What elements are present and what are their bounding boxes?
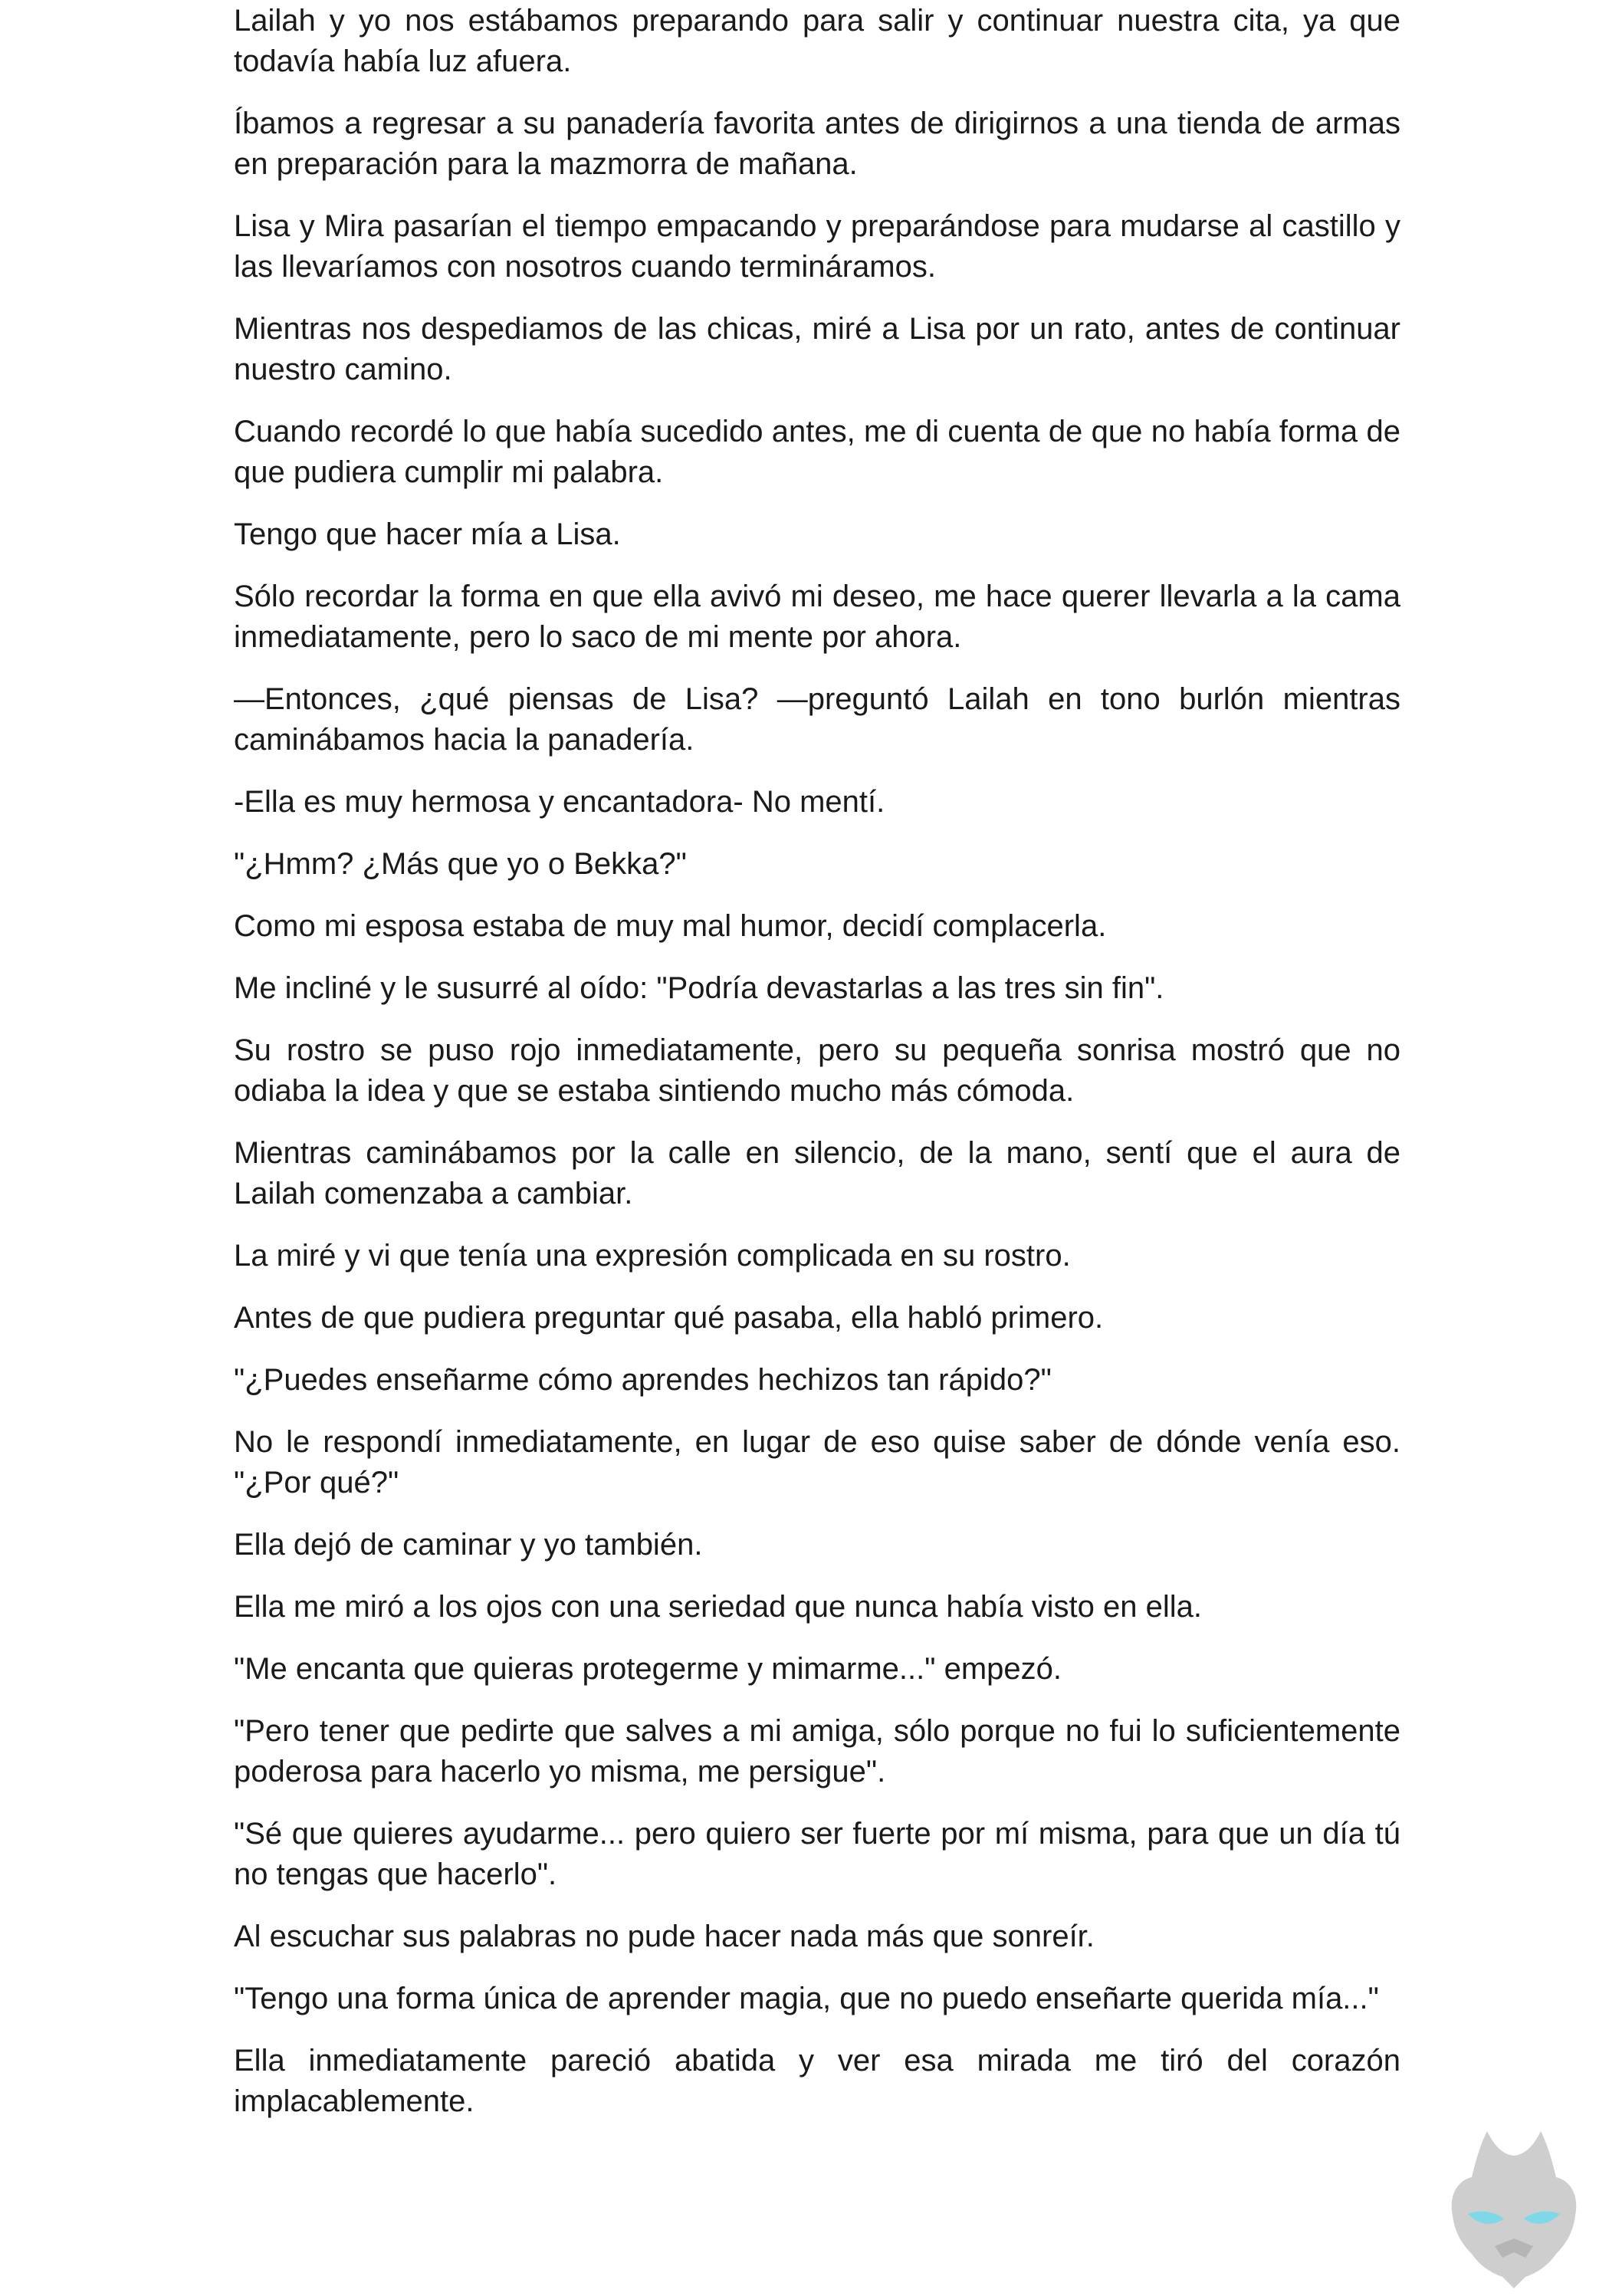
paragraph: Tengo que hacer mía a Lisa. bbox=[234, 517, 621, 551]
paragraph: Ella inmediatamente pareció abatida y ver esa mirada me tiró del corazón implacablemente. bbox=[234, 2044, 1400, 2118]
paragraph: La miré y vi que tenía una expresión complicada en su rostro. bbox=[234, 1239, 1071, 1273]
paragraph: Íbamos a regresar a su panadería favorita antes de dirigirnos a una tienda de armas en preparación para la mazmorra de mañana. bbox=[234, 107, 1400, 181]
document-page bbox=[234, 0, 1400, 2143]
paragraph: "¿Puedes enseñarme cómo aprendes hechizos tan rápido?" bbox=[234, 1363, 1052, 1397]
paragraph: Como mi esposa estaba de muy mal humor, decidí complacerla. bbox=[234, 909, 1107, 943]
paragraph: "¿Hmm? ¿Más que yo o Bekka?" bbox=[234, 847, 687, 881]
paragraph: Lisa y Mira pasarían el tiempo empacando y preparándose para mudarse al castillo y las llevaríamos con nosotros cuando termináramos. bbox=[234, 209, 1400, 284]
paragraph: "Pero tener que pedirte que salves a mi amiga, sólo porque no fui lo suficientemente poderosa para hacerlo yo misma, me persigue". bbox=[234, 1714, 1400, 1789]
paragraph: —Entonces, ¿qué piensas de Lisa? —preguntó Lailah en tono burlón mientras caminábamos hacia la panadería. bbox=[234, 682, 1400, 757]
paragraph: Cuando recordé lo que había sucedido antes, me di cuenta de que no había forma de que pudiera cumplir mi palabra. bbox=[234, 415, 1400, 489]
paragraph: "Me encanta que quieras protegerme y mimarme..." empezó. bbox=[234, 1652, 1062, 1686]
paragraph: No le respondí inmediatamente, en lugar de eso quise saber de dónde venía eso. "¿Por qué?" bbox=[234, 1425, 1400, 1499]
paragraph: Lailah y yo nos estábamos preparando para salir y continuar nuestra cita, ya que todavía había luz afuera. bbox=[234, 4, 1400, 78]
paragraph: Sólo recordar la forma en que ella avivó mi deseo, me hace querer llevarla a la cama inmediatamente, pero lo saco de mi mente por ahora. bbox=[234, 580, 1400, 654]
paragraph: "Sé que quieres ayudarme... pero quiero ser fuerte por mí misma, para que un día tú no tengas que hacerlo". bbox=[234, 1817, 1400, 1891]
paragraph: Ella dejó de caminar y yo también. bbox=[234, 1528, 703, 1562]
demon-head-logo-icon bbox=[1441, 2124, 1587, 2292]
paragraph: Antes de que pudiera preguntar qué pasaba, ella habló primero. bbox=[234, 1301, 1104, 1335]
paragraph: Me incliné y le susurré al oído: "Podría devastarlas a las tres sin fin". bbox=[234, 971, 1164, 1005]
paragraph: Al escuchar sus palabras no pude hacer nada más que sonreír. bbox=[234, 1920, 1095, 1953]
paragraph: Su rostro se puso rojo inmediatamente, pero su pequeña sonrisa mostró que no odiaba la idea y que se estaba sintiendo mucho más cómoda. bbox=[234, 1033, 1400, 1108]
paragraph: Ella me miró a los ojos con una seriedad que nunca había visto en ella. bbox=[234, 1590, 1202, 1624]
paragraph: Mientras nos despediamos de las chicas, miré a Lisa por un rato, antes de continuar nuestro camino. bbox=[234, 312, 1400, 386]
paragraph: "Tengo una forma única de aprender magia, que no puedo enseñarte querida mía..." bbox=[234, 1982, 1379, 2015]
paragraph: Mientras caminábamos por la calle en silencio, de la mano, sentí que el aura de Lailah comenzaba a cambiar. bbox=[234, 1136, 1400, 1210]
paragraph: -Ella es muy hermosa y encantadora- No mentí. bbox=[234, 785, 885, 819]
